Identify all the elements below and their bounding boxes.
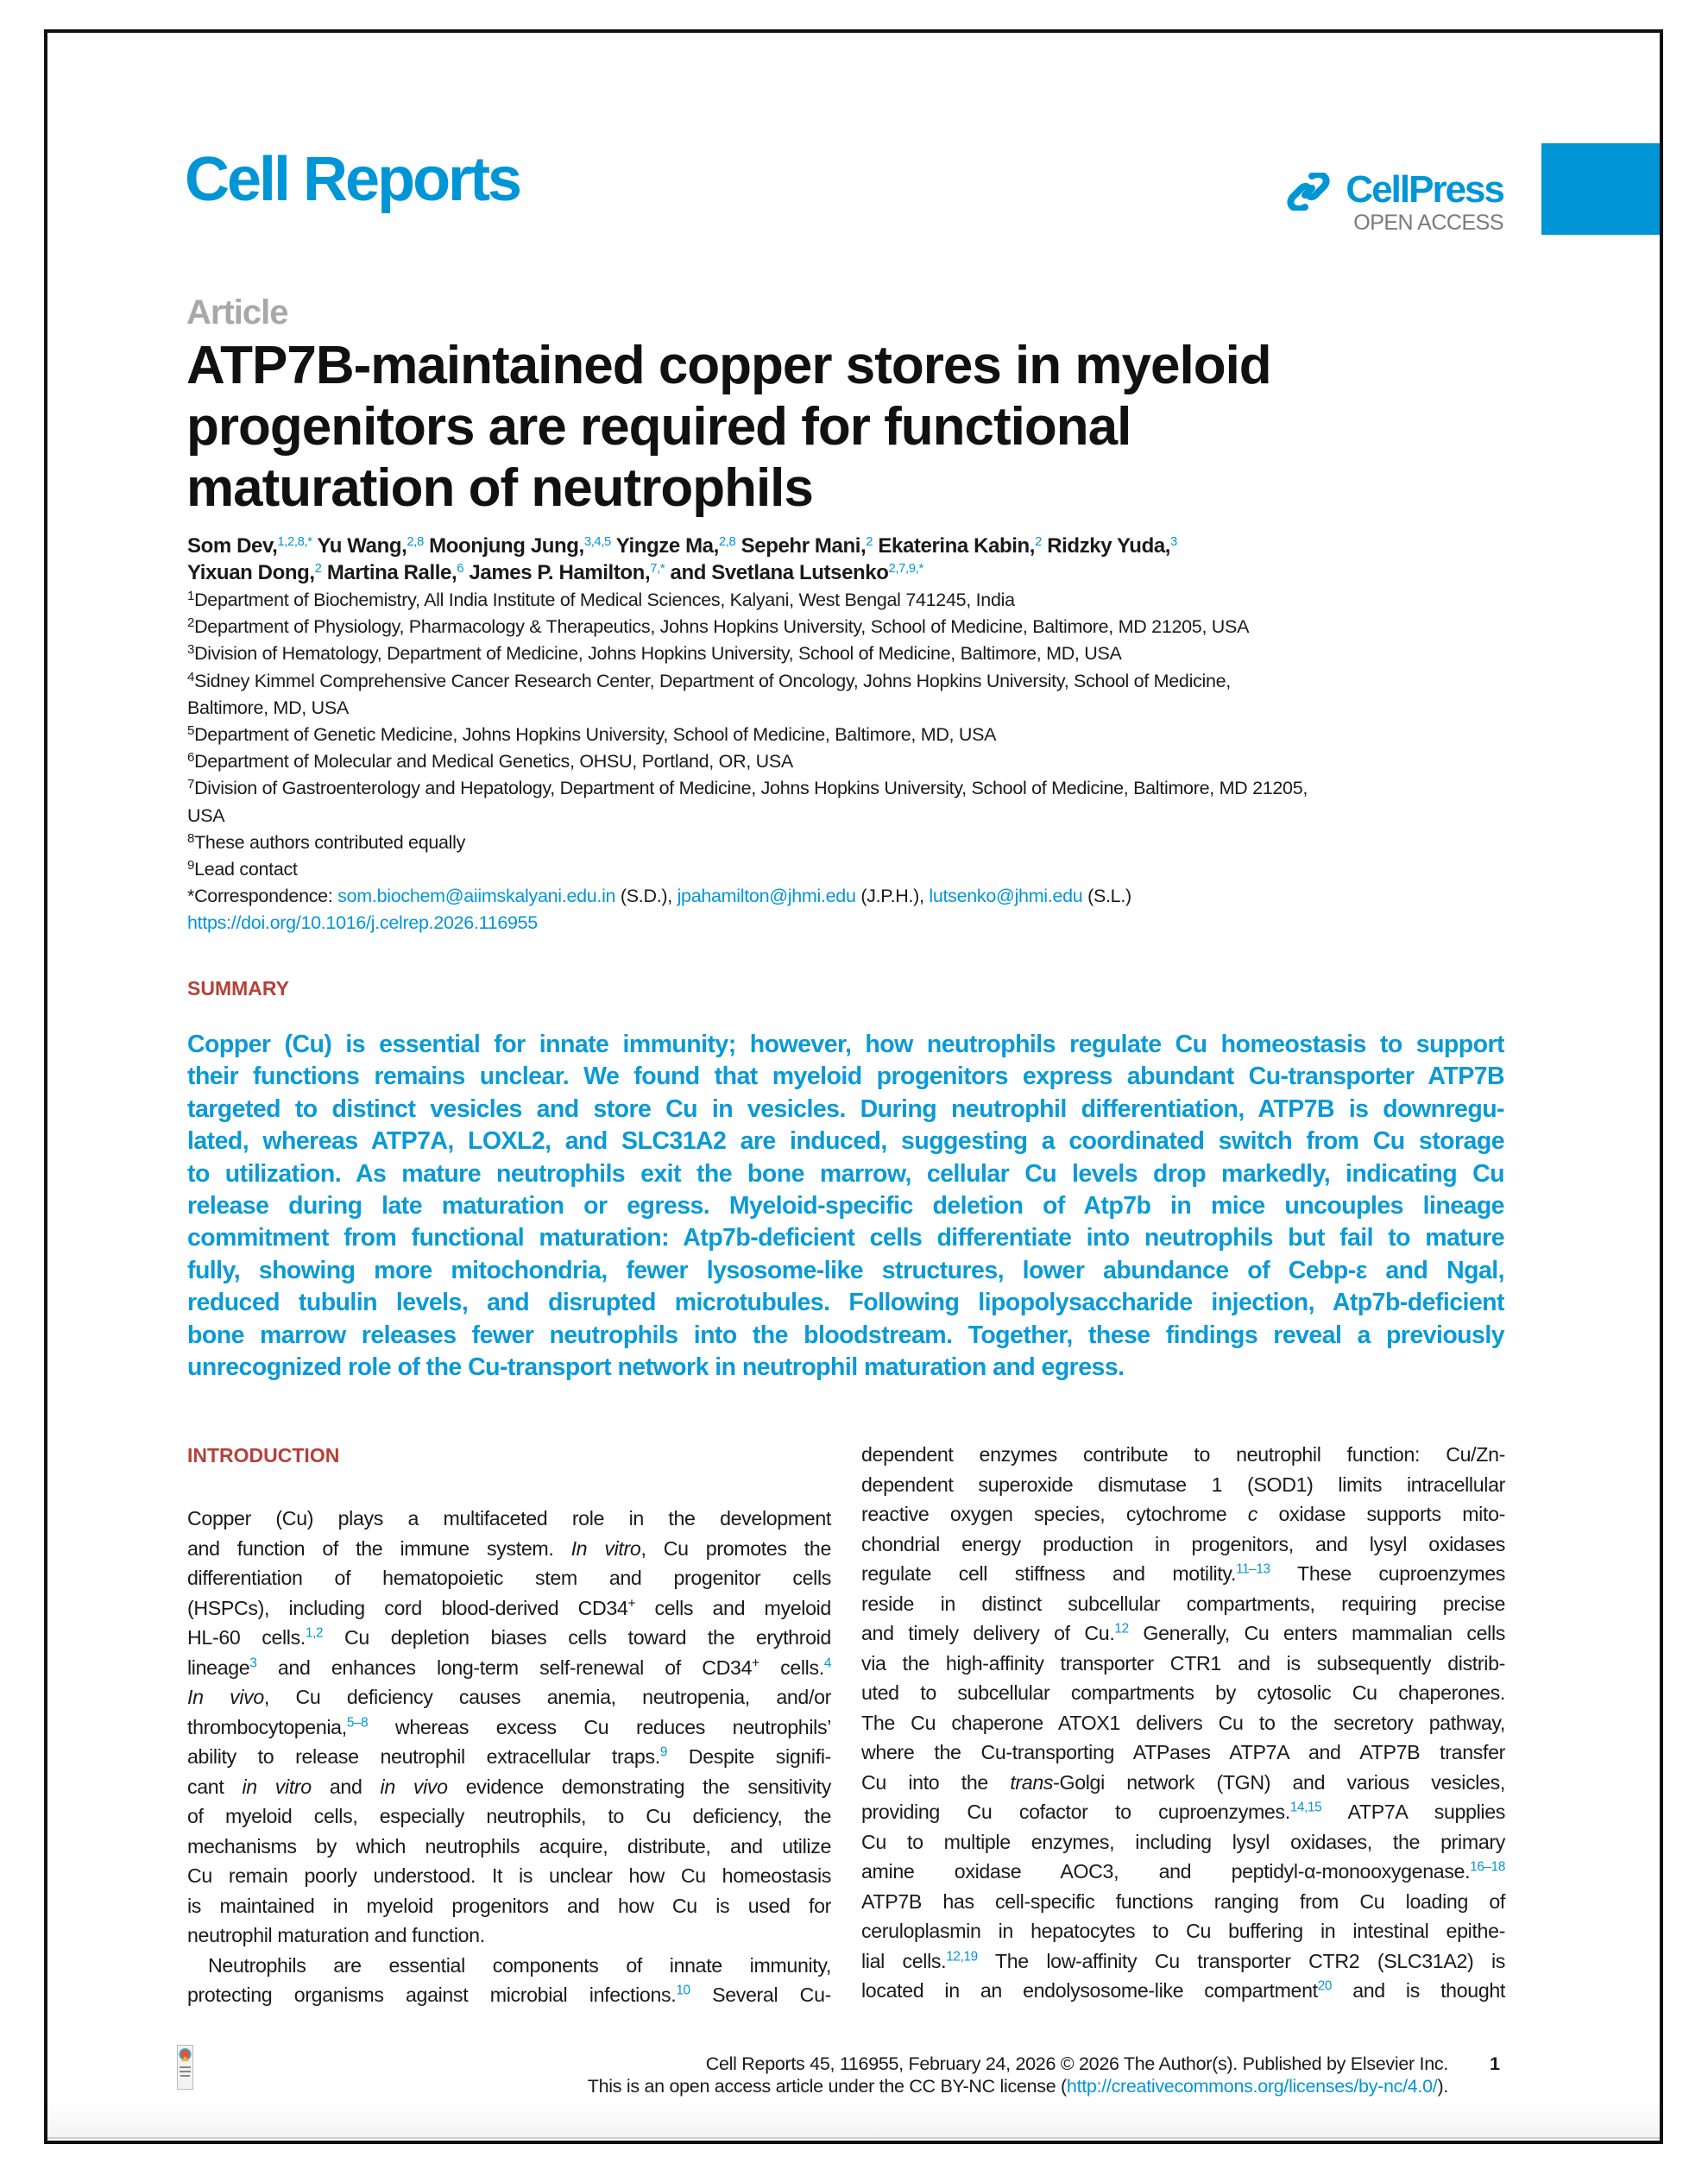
text-run: Generally, Cu enters mammalian cells xyxy=(1128,1622,1505,1644)
license-link[interactable]: http://creativecommons.org/licenses/by-nc/4.0/ xyxy=(1066,2076,1438,2097)
citation-ref[interactable]: 10 xyxy=(676,1983,690,1998)
text-run: cant xyxy=(187,1775,243,1798)
correspondence-label: *Correspondence: xyxy=(187,886,338,907)
affiliation-continued: USA xyxy=(187,804,225,826)
superscript-plus: + xyxy=(627,1596,636,1612)
body-line xyxy=(187,1832,831,1862)
text-run: Despite signifi- xyxy=(667,1745,831,1768)
body-line xyxy=(861,1946,1505,1977)
badge-graphic xyxy=(178,2046,192,2089)
body-line xyxy=(187,1861,831,1891)
body-line xyxy=(187,1772,831,1802)
affiliation-number: 2 xyxy=(187,615,195,631)
text-run: , Cu deficiency causes anemia, neutropenia, and/or xyxy=(263,1686,831,1708)
text-run: neutrophil maturation and function. xyxy=(187,1924,485,1946)
text-run: protecting organisms against microbial infections. xyxy=(187,1984,677,2006)
summary-line: their functions remains unclear. We found that myeloid progenitors express abundant Cu-transporter ATP7B xyxy=(187,1063,1504,1091)
author-affiliation-refs[interactable]: 2,8 xyxy=(407,534,424,549)
check-for-updates-icon[interactable] xyxy=(177,2045,193,2090)
affiliation-number: 7 xyxy=(187,777,195,792)
intro-left-column xyxy=(187,1504,831,2010)
text-run: ceruloplasmin in hepatocytes to Cu buffering in intestinal epithe- xyxy=(861,1920,1505,1942)
text-run: ATP7A supplies xyxy=(1321,1801,1505,1823)
text-run: reactive oxygen species, cytochrome xyxy=(861,1503,1248,1525)
citation-ref[interactable]: 9 xyxy=(659,1744,667,1760)
body-line xyxy=(187,1563,831,1593)
author-affiliation-refs[interactable]: 2,8 xyxy=(718,534,736,549)
text-run: chondrial energy production in progenitors, and lysyl oxidases xyxy=(861,1532,1505,1555)
author-affiliation-refs[interactable]: 2,7,9,* xyxy=(888,561,923,576)
summary-line: commitment from functional maturation: Atp7b-deficient cells differentiate into neutrophils but fail to mature xyxy=(187,1224,1504,1252)
affiliation xyxy=(187,722,1508,748)
author-name: Yixuan Dong, xyxy=(187,561,315,584)
body-line xyxy=(861,1827,1505,1857)
affiliation-number: 8 xyxy=(187,831,195,847)
license-suffix: ). xyxy=(1437,2076,1448,2097)
body-line xyxy=(861,1499,1505,1530)
introduction-heading: INTRODUCTION xyxy=(187,1444,340,1466)
author-name: Ekaterina Kabin, xyxy=(878,534,1036,558)
author-line xyxy=(187,559,1508,586)
author-affiliation-refs[interactable]: 2 xyxy=(866,534,873,549)
affiliation-text: Division of Hematology, Department of Medicine, Johns Hopkins University, School of Medicine, Baltimore, MD, USA xyxy=(194,643,1122,665)
cellpress-logo-icon xyxy=(1286,173,1331,211)
body-line xyxy=(861,1797,1505,1827)
summary-line: release during late maturation or egress. Myeloid-specific deletion of Atp7b in mice uncouples lineage xyxy=(187,1191,1504,1220)
text-run: via the high-affinity transporter CTR1 and is subsequently distrib- xyxy=(861,1651,1505,1675)
affiliation xyxy=(187,668,1508,695)
author-affiliation-refs[interactable]: 3 xyxy=(1170,534,1177,549)
author-affiliation-refs[interactable]: 2 xyxy=(314,561,322,576)
text-run: dependent enzymes contribute to neutrophil function: Cu/Zn- xyxy=(861,1443,1505,1466)
text-run: , Cu promotes the xyxy=(640,1536,831,1560)
affiliation-continued: Baltimore, MD, USA xyxy=(187,697,349,718)
text-run: ATP7B has cell-specific functions ranging from Cu loading of xyxy=(861,1889,1505,1913)
italic-text: trans xyxy=(1010,1770,1054,1794)
body-line xyxy=(187,1742,831,1772)
body-line xyxy=(861,1678,1505,1708)
affiliations xyxy=(187,587,1508,937)
text-run: providing Cu cofactor to cuproenzymes. xyxy=(861,1801,1290,1823)
text-run: and xyxy=(311,1775,381,1798)
citation-ref[interactable]: 16–18 xyxy=(1470,1859,1505,1875)
citation-ref[interactable]: 12,19 xyxy=(946,1949,978,1965)
body-line xyxy=(861,1589,1505,1619)
body-line xyxy=(187,1504,831,1534)
author-name: Som Dev, xyxy=(187,534,278,558)
affiliation-number: 6 xyxy=(187,750,195,766)
body-line xyxy=(861,1857,1505,1887)
text-run: differentiation of hematopoietic stem and progenitor cells xyxy=(187,1567,831,1589)
correspondence xyxy=(187,883,1508,910)
italic-text: in vitro xyxy=(242,1775,312,1798)
text-run: uted to subcellular compartments by cytosolic Cu chaperones. xyxy=(861,1681,1505,1704)
text-run: of myeloid cells, especially neutrophils, to Cu deficiency, the xyxy=(187,1805,831,1827)
author-name: Ridzky Yuda, xyxy=(1047,534,1171,558)
author-list xyxy=(187,533,1508,586)
body-line xyxy=(187,1951,831,1981)
text-run: Cu depletion biases cells toward the erythroid xyxy=(323,1626,831,1649)
footer-band xyxy=(47,2101,1660,2139)
author-name: and Svetlana Lutsenko xyxy=(670,561,889,584)
text-run: and timely delivery of Cu. xyxy=(861,1622,1115,1644)
author-affiliation-refs[interactable]: 7,* xyxy=(650,561,665,576)
body-line xyxy=(861,1887,1505,1917)
author-affiliation-refs[interactable]: 2 xyxy=(1035,534,1042,549)
affiliation-number: 5 xyxy=(187,723,195,739)
author-name: Sepehr Mani, xyxy=(741,534,867,558)
text-run: dependent superoxide dismutase 1 (SOD1) limits intracellular xyxy=(861,1473,1505,1496)
email-initials: (J.P.H.), xyxy=(855,886,930,907)
email-initials: (S.D.), xyxy=(615,886,678,907)
text-run: amine oxidase AOC3, and peptidyl-α-monooxygenase. xyxy=(861,1860,1471,1883)
body-line xyxy=(861,1470,1505,1500)
summary-line: unrecognized role of the Cu-transport network in neutrophil maturation and egress. xyxy=(187,1353,1125,1381)
affiliation-text: Sidney Kimmel Comprehensive Cancer Research Center, Department of Oncology, Johns Hopkins University, School of Medicine, xyxy=(194,670,1231,691)
page-number: 1 xyxy=(1490,2053,1500,2074)
article-title xyxy=(186,335,1481,519)
title-line: progenitors are required for functional xyxy=(186,397,1131,457)
summary-line: to utilization. As mature neutrophils exit the bone marrow, cellular Cu levels drop markedly, indicating Cu xyxy=(187,1159,1504,1188)
license-prefix: This is an open access article under the CC BY-NC license ( xyxy=(587,2076,1067,2097)
footer-citation: Cell Reports 45, 116955, February 24, 2026 © 2026 The Author(s). Published by Elsevier Inc. xyxy=(705,2053,1448,2074)
body-line xyxy=(187,1653,831,1683)
affiliation-text: Department of Genetic Medicine, Johns Hopkins University, School of Medicine, Baltimore, MD, USA xyxy=(194,724,997,746)
author-affiliation-refs[interactable]: 1,2,8,* xyxy=(277,534,312,549)
email-link[interactable]: som.biochem@aiimskalyani.edu.in xyxy=(337,886,616,907)
body-line xyxy=(187,1534,831,1564)
cellpress-name: CellPress xyxy=(1346,168,1503,211)
affiliation xyxy=(187,614,1508,640)
affiliation-number: 3 xyxy=(187,642,195,658)
text-run: Cu to multiple enzymes, including lysyl oxidases, the primary xyxy=(861,1830,1505,1853)
text-run: lial cells. xyxy=(861,1949,947,1972)
body-line xyxy=(187,1623,831,1653)
text-run: reside in distinct subcellular compartments, requiring precise xyxy=(861,1592,1505,1615)
title-line: maturation of neutrophils xyxy=(186,458,813,518)
author-name: James P. Hamilton, xyxy=(469,561,651,584)
text-run: The Cu chaperone ATOX1 delivers Cu to the secretory pathway, xyxy=(861,1711,1505,1734)
affiliation-text: Department of Physiology, Pharmacology & Therapeutics, Johns Hopkins University, School of Medicine, Baltimore, MD 21205, USA xyxy=(194,616,1250,638)
affiliation xyxy=(187,748,1508,775)
text-run: regulate cell stiffness and motility. xyxy=(861,1562,1237,1585)
text-run: cells and myeloid xyxy=(635,1596,831,1619)
text-run: and function of the immune system. xyxy=(187,1536,571,1560)
intro-right-column xyxy=(861,1440,1505,2006)
affiliation-text: Lead contact xyxy=(194,859,298,880)
author-affiliation-refs[interactable]: 6 xyxy=(457,561,464,576)
title-line: ATP7B-maintained copper stores in myeloid xyxy=(186,336,1271,395)
doi-link[interactable]: https://doi.org/10.1016/j.celrep.2026.116955 xyxy=(187,912,538,934)
citation-ref[interactable]: 11–13 xyxy=(1236,1561,1270,1577)
affiliation-number: 4 xyxy=(187,669,195,684)
body-line xyxy=(861,1708,1505,1738)
body-line xyxy=(861,1738,1505,1768)
affiliation-text: Department of Biochemistry, All India Institute of Medical Sciences, Kalyani, West Bengal 741245, India xyxy=(194,590,1015,610)
affiliation-number: 9 xyxy=(187,858,195,874)
text-run: thrombocytopenia, xyxy=(187,1715,347,1738)
body-line xyxy=(187,1921,831,1951)
author-name: Yu Wang, xyxy=(317,534,407,558)
text-run: ability to release neutrophil extracellular traps. xyxy=(187,1745,660,1768)
text-run: evidence demonstrating the sensitivity xyxy=(447,1775,831,1798)
affiliation xyxy=(187,640,1508,667)
article-type: Article xyxy=(186,293,288,331)
italic-text: In vitro xyxy=(570,1536,641,1560)
affiliation xyxy=(187,775,1508,802)
text-run: Cu into the xyxy=(861,1770,1011,1794)
body-line xyxy=(861,1768,1505,1798)
affiliation-text: Department of Molecular and Medical Genetics, OHSU, Portland, OR, USA xyxy=(194,751,793,773)
summary-line: bone marrow releases fewer neutrophils into the bloodstream. Together, these findings reveal a previously xyxy=(187,1321,1504,1349)
text-run: lineage xyxy=(187,1656,250,1679)
body-line xyxy=(187,1593,831,1624)
citation-ref[interactable]: 3 xyxy=(249,1656,257,1671)
citation-ref[interactable]: 4 xyxy=(823,1656,831,1671)
author-affiliation-refs[interactable]: 3,4,5 xyxy=(583,534,611,549)
body-line xyxy=(187,1980,831,2010)
journal-logo[interactable]: Cell Reports xyxy=(185,145,520,214)
text-run: cells. xyxy=(759,1656,824,1679)
summary-line: targeted to distinct vesicles and store Cu in vesicles. During neutrophil differentiation, ATP7B is downregu- xyxy=(187,1094,1504,1123)
body-line xyxy=(861,1559,1505,1589)
open-access-label: OPEN ACCESS xyxy=(1353,211,1503,235)
text-run: -Golgi network (TGN) and various vesicles, xyxy=(1053,1770,1505,1794)
body-line xyxy=(861,1649,1505,1679)
body-line xyxy=(861,1618,1505,1649)
author-name: Yingze Ma, xyxy=(615,534,719,558)
citation-ref[interactable]: 5–8 xyxy=(346,1715,369,1731)
body-line xyxy=(187,1682,831,1712)
summary-text xyxy=(187,1029,1504,1384)
body-line xyxy=(187,1712,831,1743)
text-run: Copper (Cu) plays a multifaceted role in the development xyxy=(187,1507,831,1530)
body-line xyxy=(187,1891,831,1921)
text-run: (HSPCs), including cord blood-derived CD34 xyxy=(187,1596,628,1619)
body-line xyxy=(861,1440,1505,1470)
body-line xyxy=(187,1801,831,1832)
text-run: mechanisms by which neutrophils acquire, distribute, and utilize xyxy=(187,1834,831,1857)
affiliation-number: 1 xyxy=(187,589,195,604)
text-run: Cu remain poorly understood. It is unclear how Cu homeostasis xyxy=(187,1864,831,1887)
text-run: These cuproenzymes xyxy=(1270,1562,1505,1585)
journal-color-tab xyxy=(1541,143,1660,235)
text-run: Several Cu- xyxy=(690,1984,831,2006)
summary-line: lated, whereas ATP7A, LOXL2, and SLC31A2 are induced, suggesting a coordinated switch from Cu storage xyxy=(187,1127,1504,1156)
text-run: whereas excess Cu reduces neutrophils’ xyxy=(368,1715,831,1738)
citation-ref[interactable]: 12 xyxy=(1114,1621,1129,1637)
affiliation xyxy=(187,856,1508,883)
text-run: oxidase supports mito- xyxy=(1257,1503,1505,1525)
body-line xyxy=(861,1976,1505,2006)
citation-ref[interactable]: 1,2 xyxy=(305,1625,324,1641)
email-link[interactable]: lutsenko@jhmi.edu xyxy=(929,886,1083,907)
affiliation-text: Division of Gastroenterology and Hepatology, Department of Medicine, Johns Hopkins University, School of Medicine, Baltimore, MD 21205, xyxy=(194,778,1308,799)
text-run: Neutrophils are essential components of innate immunity, xyxy=(208,1953,831,1977)
text-run: where the Cu-transporting ATPases ATP7A and ATP7B transfer xyxy=(861,1741,1505,1763)
text-run: and is thought xyxy=(1332,1979,1506,2002)
citation-ref[interactable]: 14,15 xyxy=(1289,1800,1322,1815)
body-line xyxy=(861,1530,1505,1560)
affiliation xyxy=(187,829,1508,856)
email-link[interactable]: jpahamilton@jhmi.edu xyxy=(677,886,856,907)
email-initials: (S.L.) xyxy=(1082,886,1131,907)
text-run: is maintained in myeloid progenitors and how Cu is used for xyxy=(187,1894,831,1917)
italic-text: in vivo xyxy=(380,1775,448,1798)
cellpress-logo[interactable] xyxy=(1286,169,1503,238)
summary-line: reduced tubulin levels, and disrupted microtubules. Following lipopolysaccharide injection, Atp7b-deficient xyxy=(187,1289,1504,1317)
text-run: The low-affinity Cu transporter CTR2 (SLC31A2) is xyxy=(977,1949,1505,1972)
body-line xyxy=(861,1916,1505,1946)
superscript-plus: + xyxy=(752,1656,759,1671)
footer-license xyxy=(588,2075,1448,2097)
author-name: Martina Ralle, xyxy=(326,561,457,584)
affiliation-text: These authors contributed equally xyxy=(194,831,466,853)
italic-text: In vivo xyxy=(187,1686,264,1708)
affiliation xyxy=(187,587,1508,614)
author-name: Moonjung Jung, xyxy=(429,534,584,558)
text-run: and enhances long-term self-renewal of CD34 xyxy=(256,1656,753,1679)
summary-line: fully, showing more mitochondria, fewer lysosome-like structures, lower abundance of Cebp-ε and Ngal, xyxy=(187,1256,1504,1284)
text-run: located in an endolysosome-like compartment xyxy=(861,1979,1318,2002)
summary-line: Copper (Cu) is essential for innate immunity; however, how neutrophils regulate Cu homeostasis to support xyxy=(187,1031,1504,1058)
italic-text: c xyxy=(1247,1503,1258,1525)
summary-heading: SUMMARY xyxy=(187,977,289,1000)
citation-ref[interactable]: 20 xyxy=(1317,1978,1333,1994)
author-line xyxy=(187,533,1508,559)
text-run: HL-60 cells. xyxy=(187,1626,306,1649)
